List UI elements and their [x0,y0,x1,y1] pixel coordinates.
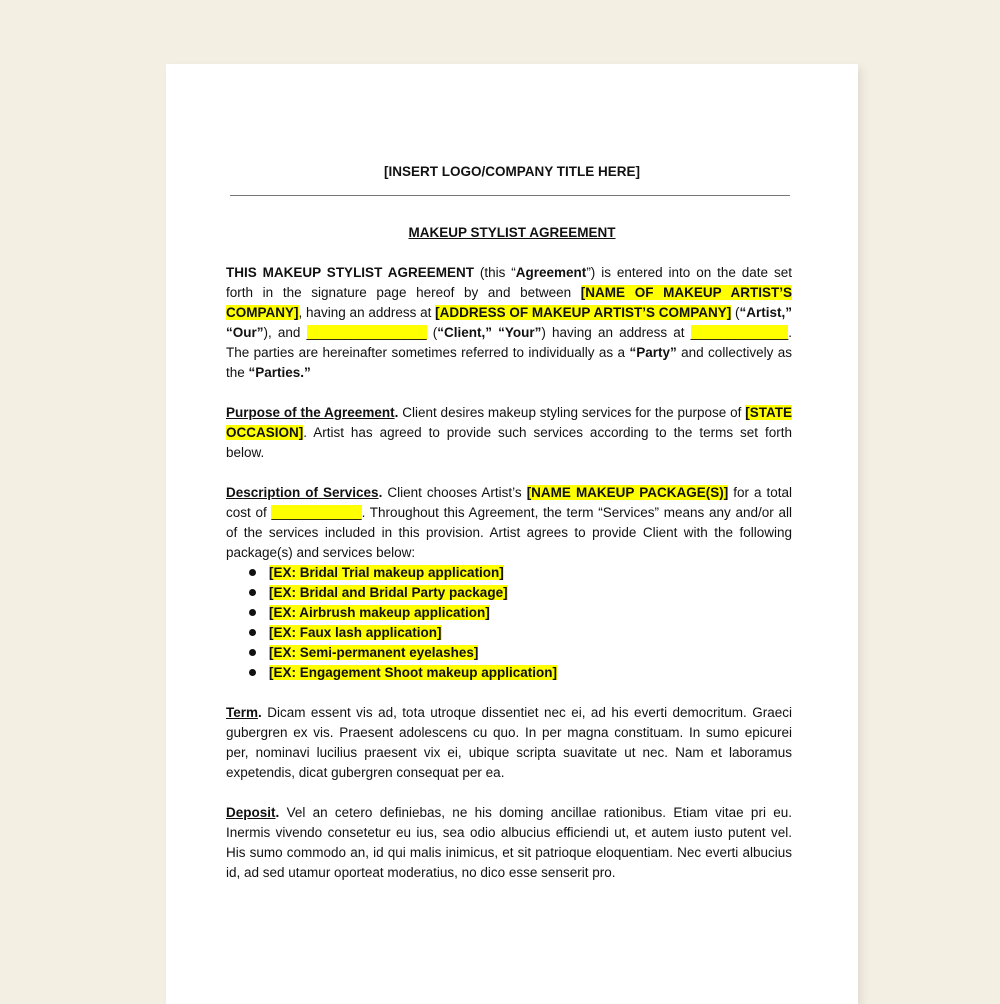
client-address-blank: _____________ [690,325,789,340]
services-text: Client chooses Artist’s [382,485,527,500]
heading-period: . [378,485,383,500]
list-item [226,583,792,603]
intro-text: ( [426,325,438,340]
package-name-placeholder: [NAME MAKEUP PACKAGE(S)] [526,485,729,500]
purpose-text: Client desires makeup styling services for the purpose of [398,405,746,420]
package-item-label: [EX: Bridal Trial makeup application] [269,565,504,580]
list-item [226,623,792,643]
intro-text: ”) is entered into on the date set forth in the signature page hereof by and between [226,265,792,300]
company-address-placeholder: [ADDRESS OF MAKEUP ARTIST’S COMPANY] [435,305,732,320]
package-item-label: [EX: Faux lash application] [269,625,442,640]
parties-definition: “Parties.” [248,365,311,380]
intro-text: ( [731,305,740,320]
list-item [226,603,792,623]
bullet-icon [249,609,256,616]
heading-period: . [394,405,399,420]
list-item [226,663,792,683]
purpose-paragraph [226,403,792,463]
total-cost-blank: ____________ [271,505,362,520]
bullet-icon [249,629,256,636]
package-list [226,563,792,683]
bullet-icon [249,649,256,656]
party-definition: “Party” [629,345,677,360]
bullet-icon [249,589,256,596]
company-name-placeholder: [NAME OF MAKEUP ARTIST’S COMPANY] [226,285,792,320]
intro-text: . The parties are hereinafter sometimes referred to individually as a [226,325,792,360]
term-heading: Term [226,705,259,720]
purpose-heading: Purpose of the Agreement [226,405,395,420]
intro-lead: THIS MAKEUP STYLIST AGREEMENT [226,265,474,280]
logo-placeholder: [INSERT LOGO/COMPANY TITLE HERE] [383,164,640,179]
document-body [226,263,792,903]
package-item-label: [EX: Airbrush makeup application] [269,605,490,620]
deposit-text: Vel an cetero definiebas, ne his doming ancillae rationibus. Etiam vitae pri eu. Inermis vivendo consetetur eu ius, sea odio albucius efficiendi ut, et autem iusto putent vel. His sumo commodo an, id qui malis inimicus, et sit patrioque eloquentiam. Nec everti albucius id, ad sed utamur oporteat moderatius, no dico esse senserit pro. [226,805,792,880]
occasion-placeholder: [STATE OCCASION] [226,405,792,440]
package-item-label: [EX: Bridal and Bridal Party package] [269,585,508,600]
list-item [226,563,792,583]
services-paragraph [226,483,792,563]
intro-text: ), and [263,325,307,340]
client-name-blank: ________________ [306,325,427,340]
intro-text: and collectively as the [226,345,792,380]
services-text: . Throughout this Agreement, the term “Services” means any and/or all of the services included in this provision. Artist agrees to provide Client with the following package(s) and services below: [226,505,792,560]
heading-period: . [258,705,262,720]
client-definition: “Client,” “Your” [437,325,542,340]
list-item [226,643,792,663]
document-page [166,64,858,1004]
term-paragraph [226,703,792,783]
purpose-text: . Artist has agreed to provide such services according to the terms set forth below. [226,425,792,460]
intro-paragraph [226,263,792,383]
deposit-paragraph [226,803,792,883]
header-divider [230,195,790,196]
intro-text: , having an address at [298,305,436,320]
services-text: for a total cost of [226,485,793,520]
intro-agreement-term: Agreement [515,265,587,280]
package-item-label: [EX: Semi-permanent eyelashes] [269,645,479,660]
intro-text: ) having an address at [541,325,691,340]
document-title: MAKEUP STYLIST AGREEMENT [408,225,616,240]
bullet-icon [249,569,256,576]
package-item-label: [EX: Engagement Shoot makeup application] [269,665,558,680]
deposit-heading: Deposit [226,805,276,820]
intro-text: (this “ [473,265,516,280]
services-heading: Description of Services [226,485,379,500]
artist-definition: “Artist,” “Our” [226,305,792,340]
bullet-icon [249,669,256,676]
heading-period: . [275,805,280,820]
term-text: Dicam essent vis ad, tota utroque dissentiet nec ei, ad his everti democritum. Graeci gubergren ex vis. Praesent adolescens cu quo. In per magna constituam. In sumo epicurei per, nominavi lucilius praesent vix ei, ubique scripta suavitate ut nec. Nam et laboramus expetendis, dicat gubergren consequat per ea. [226,705,792,780]
